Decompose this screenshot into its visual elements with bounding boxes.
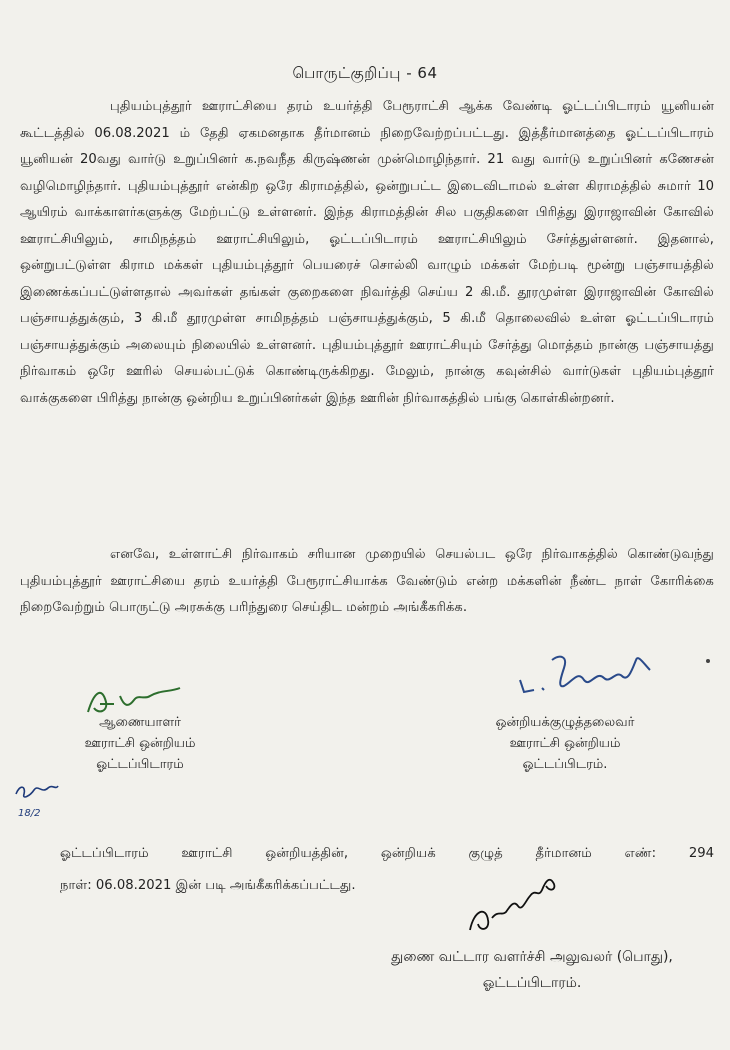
body-paragraph-1: புதியம்புத்தூர் ஊராட்சியை தரம் உயர்த்தி பேரூராட்சி ஆக்க வேண்டி ஓட்டப்பிடாரம் யூனியன் கூட்டத்தில் 06.08.2021 ம் தேதி ஏகமனதாக தீர்மானம் நிறைவேற்றப்பட்டது. இத்தீர்மானத்தை ஓட்டப்பிடாரம் யூனியன் 20வது வார்டு உறுப்பினர் க.நவநீத கிருஷ்ணன் முன்மொழிந்தார். 21 வது வார்டு உறுப்பினர் கணேசன் வழிமொழிந்தார். புதியம்புத்தூர் என்கிற ஒரே கிராமத்தில், ஒன்றுபட்ட இடைவிடாமல் உள்ள கிராமத்தில் சுமார் 10 ஆயிரம் வாக்காளர்களுக்கு மேற்பட்டு உள்ளனர். இந்த கிராமத்தின் சில பகுதிகளை பிரித்து இராஜாவின் கோவில் ஊராட்சியிலும், சாமிநத்தம் ஊராட்சியிலும், ஓட்டப்பிடாரம் ஊராட்சியிலும் சேர்த்துள்ளனர். இதனால், ஒன்றுபட்டுள்ள கிராம மக்கள் புதியம்புத்தூர் பெயரைச் சொல்லி வாழும் மக்கள் மேற்படி மூன்று பஞ்சாயத்தில் இணைக்கப்பட்டுள்ளதால் அவர்கள் தங்கள் குறைகளை நிவர்த்தி செய்ய 2 கி.மீ. தூரமுள்ள இராஜாவின் கோவில் பஞ்சாயத்துக்கும், 3 கி.மீ தூரமுள்ள சாமிநத்தம் பஞ்சாயத்துக்கும், 5 கி.மீ தொலைவில் உள்ள ஓட்டப்பிடாரம் பஞ்சாயத்துக்கும் அலையும் நிலையில் உள்ளனர். புதியம்புத்தூர் ஊராட்சியும் சேர்த்து மொத்தம் நான்கு பஞ்சாயத்து நிர்வாகம் ஒரே ஊரில் செயல்பட்டுக் கொண்டிருக்கிறது. மேலும், நான்கு கவுன்சில் வார்டுகள் புதியம்புத்தூர் வாக்குகளை பிரித்து நான்கு ஒன்றிய உறுப்பினர்கள் இந்த ஊரின் நிர்வாகத்தில் பங்கு கொள்கின்றனர். xyxy=(20,99,714,406)
commissioner-block xyxy=(40,712,240,775)
chairman-office: ஊராட்சி ஒன்றியம் xyxy=(509,736,621,751)
bdo-signature xyxy=(466,870,566,940)
resolution-line-2: நாள்: 06.08.2021 இன் படி அங்கீகரிக்கப்பட்டது. xyxy=(60,878,356,893)
commissioner-place: ஓட்டப்பிடாரம் xyxy=(96,757,184,772)
commissioner-title: ஆணையாளர் xyxy=(99,715,181,730)
bdo-block xyxy=(352,944,712,996)
resolution-line-1: ஓட்டப்பிடாரம் ஊராட்சி ஒன்றியத்தின், ஒன்றியக் குழுத் தீர்மானம் எண்: 294 xyxy=(60,846,714,861)
handwritten-initial-note xyxy=(12,780,62,830)
handwritten-date: 18/2 xyxy=(18,808,41,819)
bdo-place: ஓட்டப்பிடாரம். xyxy=(482,975,582,991)
bdo-title: துணை வட்டார வளர்ச்சி அலுவலர் (பொது), xyxy=(391,949,673,965)
chairman-signature xyxy=(512,640,662,700)
chairman-place: ஓட்டப்பிடரம். xyxy=(522,757,608,772)
chairman-block xyxy=(450,712,680,775)
ink-dot xyxy=(706,659,710,663)
body-paragraph-2: எனவே, உள்ளாட்சி நிர்வாகம் சரியான முறையில் செயல்பட ஒரே நிர்வாகத்தில் கொண்டுவந்து புதியம்புத்தூர் ஊராட்சியை தரம் உயர்த்தி பேரூராட்சியாக்க வேண்டும் என்ற மக்களின் நீண்ட நாள் கோரிக்கை நிறைவேற்றும் பொருட்டு அரசுக்கு பரிந்துரை செய்திட மன்றம் அங்கீகரிக்க. xyxy=(20,547,714,615)
chairman-title: ஒன்றியக்குழுத்தலைவர் xyxy=(495,715,635,730)
commissioner-office: ஊராட்சி ஒன்றியம் xyxy=(84,736,196,751)
document-title: பொருட்குறிப்பு - 64 xyxy=(292,64,438,82)
